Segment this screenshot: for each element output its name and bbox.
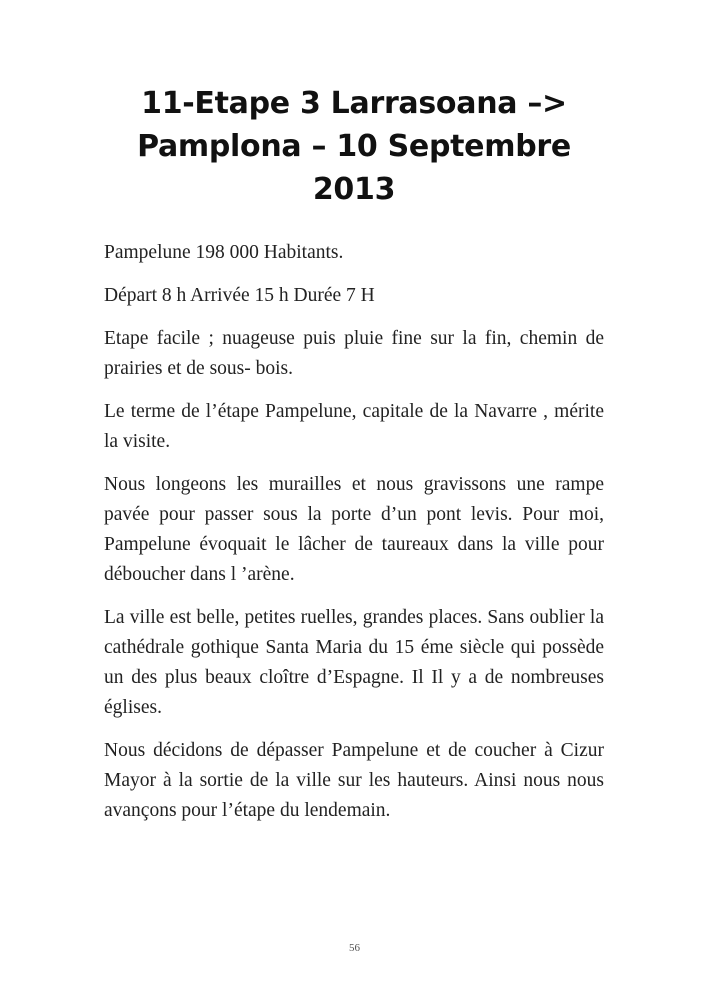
- chapter-title: 11-Etape 3 Larrasoana –> Pamplona – 10 Septembre 2013: [137, 86, 571, 207]
- paragraph-schedule: Départ 8 h Arrivée 15 h Durée 7 H: [104, 285, 375, 306]
- paragraph-city: La ville est belle, petites ruelles, grandes places. Sans oublier la cathédrale gothique Santa Maria du 15 éme siècle qui possède un des plus beaux cloître d’Espagne. Il Il y a de nombreuses églises.: [104, 607, 604, 718]
- page-number: 56: [349, 942, 360, 954]
- body-text: [104, 238, 604, 839]
- paragraph-walls: Nous longeons les murailles et nous gravissons une rampe pavée pour passer sous la porte d’un pont levis. Pour moi, Pampelune évoquait le lâcher de taureaux dans la ville pour déboucher dans l ’arène.: [104, 474, 604, 585]
- paragraph-decision: Nous décidons de dépasser Pampelune et de coucher à Cizur Mayor à la sortie de la ville sur les hauteurs. Ainsi nous nous avançons pour l’étape du lendemain.: [104, 740, 604, 821]
- paragraph-weather: Etape facile ; nuageuse puis pluie fine sur la fin, chemin de prairies et de sous- bois.: [104, 328, 604, 379]
- paragraph-population: Pampelune 198 000 Habitants.: [104, 242, 344, 263]
- paragraph-destination: Le terme de l’étape Pampelune, capitale de la Navarre , mérite la visite.: [104, 401, 604, 452]
